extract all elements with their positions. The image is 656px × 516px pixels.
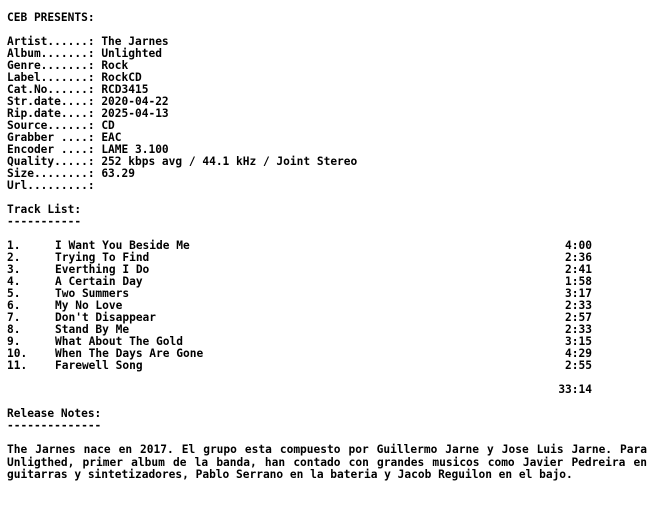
release-notes-text: The Jarnes nace en 2017. El grupo esta compuesto por Guillermo Jarne y Jose Luis Jarne. Para Unligthed, primer album de la banda, han contado con grandes musicos como Javier Pedreira en guitarras y sintetizadores, Pablo Serrano en la bateria y Jacob Reguilon en el bajo. [7, 443, 647, 481]
header-title: CEB PRESENTS: [7, 11, 95, 24]
track-title: What About The Gold [55, 335, 183, 348]
info-block [7, 36, 652, 192]
info-value: The Jarnes [101, 35, 169, 48]
info-key: Album.......: [7, 47, 95, 60]
track-number: 7. [7, 311, 21, 324]
track-duration: 4:29 [565, 347, 592, 360]
info-key: Label.......: [7, 71, 95, 84]
info-key: Rip.date....: [7, 107, 95, 120]
total-time-row [7, 384, 652, 396]
info-row-url [7, 180, 652, 192]
spacer [7, 396, 652, 408]
info-value: Rock [101, 59, 129, 72]
release-notes-underline: -------------- [7, 419, 102, 432]
info-value: 252 kbps avg / 44.1 kHz / Joint Stereo [101, 155, 358, 168]
track-duration: 3:15 [565, 335, 592, 348]
track-title: Two Summers [55, 287, 130, 300]
track-duration: 2:33 [565, 299, 592, 312]
track-duration: 1:58 [565, 275, 592, 288]
info-row-size [7, 168, 652, 180]
info-key: Grabber ....: [7, 131, 95, 144]
track-title: Stand By Me [55, 323, 130, 336]
track-duration: 4:00 [565, 239, 592, 252]
spacer [7, 192, 652, 204]
info-key: Size........: [7, 167, 95, 180]
info-value: 2025-04-13 [101, 107, 169, 120]
info-value: 2020-04-22 [101, 95, 169, 108]
info-key: Cat.No......: [7, 83, 95, 96]
info-key: Url.........: [7, 179, 95, 192]
track-number: 9. [7, 335, 21, 348]
track-title: Don't Disappear [55, 311, 157, 324]
info-key: Genre.......: [7, 59, 95, 72]
info-key: Artist......: [7, 35, 95, 48]
track-number: 1. [7, 239, 21, 252]
info-value: RCD3415 [101, 83, 149, 96]
info-key: Encoder ....: [7, 143, 95, 156]
info-value: EAC [101, 131, 122, 144]
spacer [7, 372, 652, 384]
track-number: 6. [7, 299, 21, 312]
release-notes-heading: Release Notes: [7, 407, 102, 420]
info-value: 63.29 [101, 167, 135, 180]
track-title: Everthing I Do [55, 263, 150, 276]
track-number: 2. [7, 251, 21, 264]
track-duration: 2:55 [565, 359, 592, 372]
track-duration: 3:17 [565, 287, 592, 300]
track-duration: 2:33 [565, 323, 592, 336]
info-value: Unlighted [101, 47, 162, 60]
info-value: RockCD [101, 71, 142, 84]
track-number: 11. [7, 359, 28, 372]
track-number: 4. [7, 275, 21, 288]
track-number: 8. [7, 323, 21, 336]
total-time: 33:14 [558, 383, 592, 396]
nfo-document [7, 12, 652, 482]
track-duration: 2:36 [565, 251, 592, 264]
info-key: Str.date....: [7, 95, 95, 108]
track-number: 5. [7, 287, 21, 300]
track-title: A Certain Day [55, 275, 143, 288]
tracklist-underline: ----------- [7, 215, 82, 228]
track-list [7, 240, 652, 372]
track-title: I Want You Beside Me [55, 239, 190, 252]
info-value: LAME 3.100 [101, 143, 169, 156]
track-title: Trying To Find [55, 251, 150, 264]
info-key: Quality.....: [7, 155, 95, 168]
track-title: When The Days Are Gone [55, 347, 204, 360]
track-title: Farewell Song [55, 359, 143, 372]
track-duration: 2:41 [565, 263, 592, 276]
track-number: 10. [7, 347, 28, 360]
track-title: My No Love [55, 299, 123, 312]
track-number: 3. [7, 263, 21, 276]
tracklist-heading: Track List: [7, 203, 82, 216]
info-value: CD [101, 119, 115, 132]
track-duration: 2:57 [565, 311, 592, 324]
info-key: Source......: [7, 119, 95, 132]
track-row [7, 360, 652, 372]
